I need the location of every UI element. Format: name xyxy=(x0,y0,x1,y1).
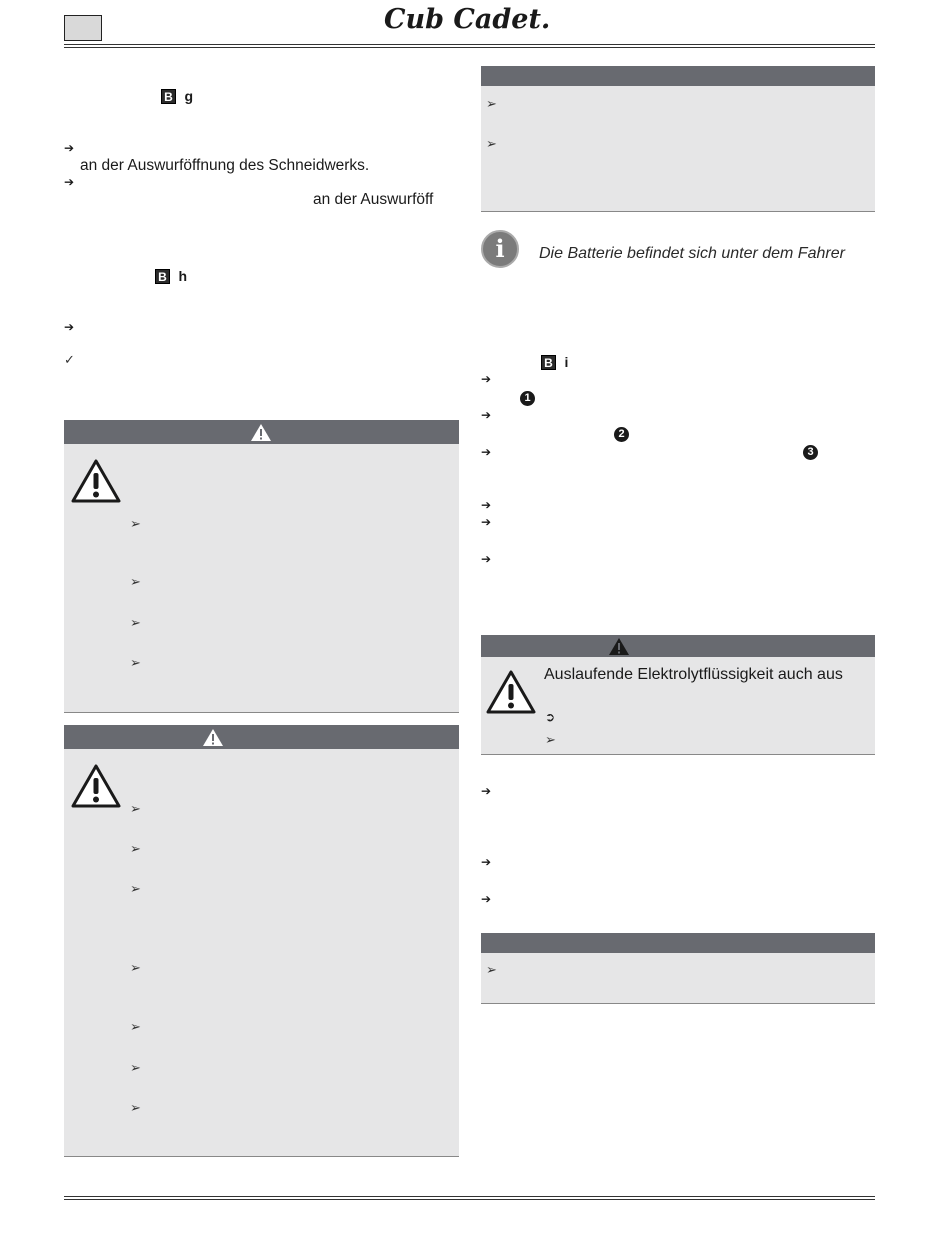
info-text: Die Batterie befindet sich unter dem Fahrer xyxy=(539,245,845,262)
warning-text: Auslaufende Elektrolytflüssigkeit auch aus xyxy=(544,666,843,683)
note-box-header xyxy=(481,933,875,953)
arrow-right-icon: ➔ xyxy=(481,498,492,512)
chevron-bullet-icon: ➢ xyxy=(130,1019,141,1034)
header-rule xyxy=(64,44,875,45)
arrow-right-icon: ➔ xyxy=(64,141,75,155)
chevron-bullet-icon: ➢ xyxy=(130,841,141,856)
page-number-box xyxy=(64,15,102,41)
step-number: 2 xyxy=(614,427,629,442)
warning-triangle-icon xyxy=(608,637,630,656)
warning-triangle-icon xyxy=(70,763,122,809)
chevron-bullet-icon: ➢ xyxy=(486,962,497,977)
figure-letter: h xyxy=(178,268,188,284)
header-rule xyxy=(64,47,875,48)
warning-triangle-icon xyxy=(70,458,122,504)
arrow-right-icon: ➔ xyxy=(481,892,492,906)
body-text: an der Auswurföff xyxy=(313,191,434,208)
chevron-bullet-icon: ➢ xyxy=(130,881,141,896)
footer-rule xyxy=(64,1199,875,1200)
result-arrow-icon: ➲ xyxy=(545,710,556,724)
arrow-right-icon: ➔ xyxy=(481,408,492,422)
note-box-header xyxy=(481,66,875,86)
info-icon: i xyxy=(481,230,519,268)
body-text: an der Auswurföffnung des Schneidwerks. xyxy=(80,157,370,174)
footer-rule xyxy=(64,1196,875,1197)
figure-badge: B xyxy=(541,355,556,370)
warning-box-header xyxy=(64,420,459,444)
warning-triangle-icon xyxy=(250,423,272,442)
chevron-bullet-icon: ➢ xyxy=(486,136,497,151)
chevron-bullet-icon: ➢ xyxy=(130,1060,141,1075)
warning-box-header xyxy=(481,635,875,657)
brand-logo-text: Cub Cadet. xyxy=(384,4,551,35)
warning-box xyxy=(481,635,875,755)
chevron-bullet-icon: ➢ xyxy=(130,960,141,975)
figure-letter: g xyxy=(184,88,194,104)
arrow-right-icon: ➔ xyxy=(481,372,492,386)
warning-box xyxy=(64,725,459,1157)
chevron-bullet-icon: ➢ xyxy=(130,655,141,670)
warning-triangle-icon xyxy=(202,728,224,747)
arrow-right-icon: ➔ xyxy=(481,445,492,459)
chevron-bullet-icon: ➢ xyxy=(130,801,141,816)
note-box xyxy=(481,933,875,1004)
figure-badge: B xyxy=(155,269,170,284)
brand-logo xyxy=(380,2,560,36)
warning-box xyxy=(64,420,459,713)
chevron-bullet-icon: ➢ xyxy=(486,96,497,111)
chevron-bullet-icon: ➢ xyxy=(545,732,556,747)
section-i-heading xyxy=(541,354,568,372)
section-h-heading xyxy=(155,268,187,286)
arrow-right-icon: ➔ xyxy=(64,320,75,334)
chevron-bullet-icon: ➢ xyxy=(130,615,141,630)
arrow-right-icon: ➔ xyxy=(64,175,75,189)
chevron-bullet-icon: ➢ xyxy=(130,1100,141,1115)
chevron-bullet-icon: ➢ xyxy=(130,574,141,589)
step-number: 1 xyxy=(520,391,535,406)
figure-letter: i xyxy=(564,354,569,370)
chevron-bullet-icon: ➢ xyxy=(130,516,141,531)
arrow-right-icon: ➔ xyxy=(481,784,492,798)
warning-box-header xyxy=(64,725,459,749)
warning-triangle-icon xyxy=(485,669,537,715)
arrow-right-icon: ➔ xyxy=(481,855,492,869)
arrow-right-icon: ➔ xyxy=(481,552,492,566)
step-number: 3 xyxy=(803,445,818,460)
figure-badge: B xyxy=(161,89,176,104)
note-box xyxy=(481,66,875,212)
arrow-right-icon: ➔ xyxy=(481,515,492,529)
checkmark-icon: ✓ xyxy=(64,352,75,367)
section-g-heading xyxy=(161,88,193,106)
